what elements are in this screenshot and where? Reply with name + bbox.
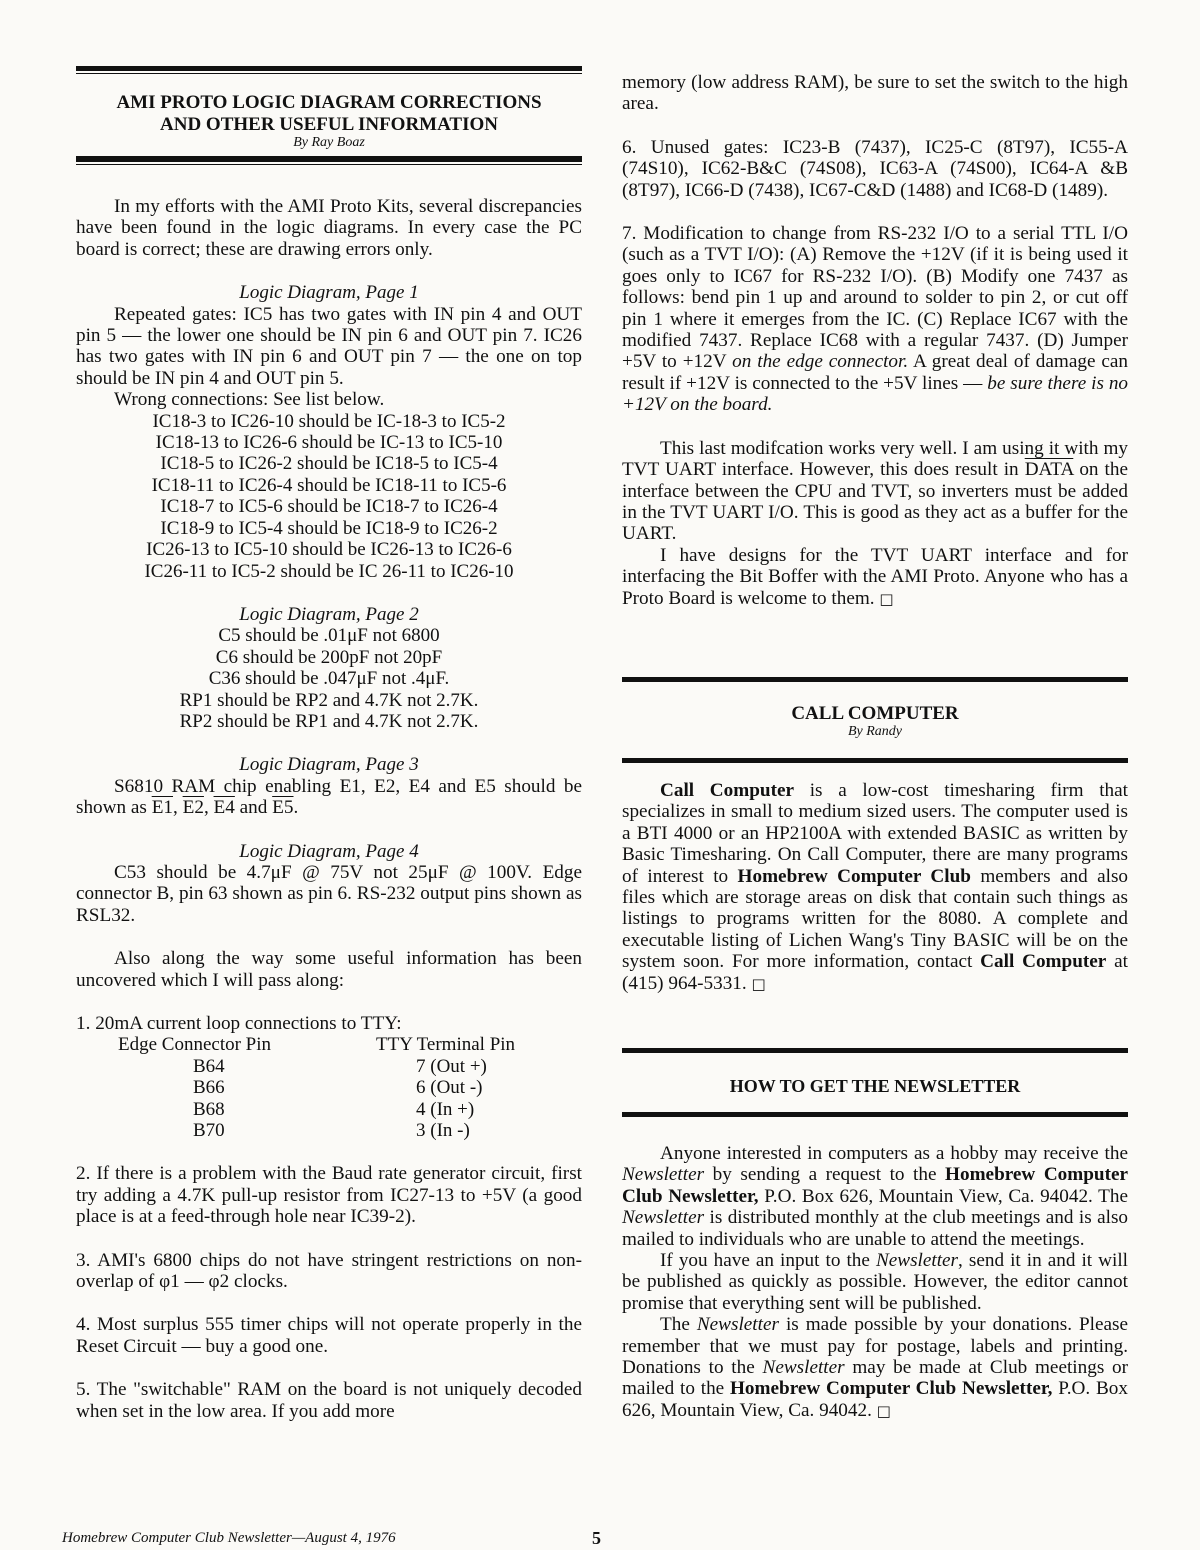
wrong-connections-label: Wrong connections: See list below.: [114, 389, 385, 411]
article-byline: By Ray Boaz: [293, 135, 365, 150]
newsletter-paragraph-3: [622, 1314, 1128, 1422]
table-cell: 7 (Out +): [416, 1055, 487, 1077]
item-6: 6. Unused gates: IC23-B (7437), IC25-C (8T97), IC55-A (74S10), IC62-B&C (74S08), IC63-A (74S00), IC64-A &B (8T97), IC66-D (7438), IC67-C&D (1488) and IC68-D (1489).: [622, 136, 1128, 201]
table-cell: 4 (In +): [416, 1098, 475, 1120]
footer-text: Homebrew Computer Club Newsletter—August 4, 1976: [62, 1530, 396, 1546]
e4-bar: E4: [213, 797, 235, 819]
table-row: [76, 1077, 582, 1098]
designs-text: I have designs for the TVT UART interface and for interfacing the Bit Boffer with the AMI Proto. Anyone who has a Proto Board is welcome to them.: [622, 544, 1128, 609]
page4-paragraph: C53 should be 4.7μF @ 75V not 25μF @ 100V. Edge connector B, pin 63 shown as pin 6. RS-232 output pins shown as RSL32.: [76, 861, 582, 926]
call-computer-byline: By Randy: [847, 724, 903, 739]
newsletter-emphasis: Newsletter: [875, 1250, 959, 1272]
news-text: P.O. Box 626, Mountain View, Ca. 94042.: [622, 1378, 1128, 1421]
tty-table: [76, 1034, 582, 1141]
newsletter-emphasis: Newsletter: [622, 1207, 705, 1229]
item-2: 2. If there is a problem with the Baud rate generator circuit, first try adding a 4.7K pull-up resistor from IC27-13 to +5V (a good place is at a feed-through hole near IC39-2).: [76, 1163, 582, 1228]
item-7-text: 7. Modification to change from RS-232 I/O to a serial TTL I/O (such as a TVT I/O): (A) Remove the +12V (if it is being used it goes only to IC67 for RS-232 I/O). (B) Modify one 7437 as follows: bend pin 1 up and around to solder to pin 2, or cut off pin 1 where it emerges from the IC. (C) Replace IC67 with the modified 7437. Replace IC68 with a regular 7437. (D) Jumper +5V to +12V: [622, 223, 1128, 373]
table-row: [76, 1099, 582, 1120]
newsletter-emphasis: Newsletter: [762, 1357, 845, 1379]
call-computer-title: CALL COMPUTER: [791, 703, 959, 724]
news-text: If you have an input to the: [660, 1250, 870, 1272]
page3-sep: ,: [203, 797, 209, 819]
call-text-3: at (415) 964-5331.: [622, 951, 1128, 994]
call-rule-top: [622, 677, 1128, 682]
last-text: This last modifcation works very well. I am using it with my TVT UART interface. However, this does result in: [622, 437, 1128, 481]
connection-item: IC18-9 to IC5-4 should be IC18-9 to IC26-2: [160, 517, 498, 539]
newsletter-paragraph-1: [622, 1143, 1128, 1250]
table-cell: 3 (In -): [416, 1120, 470, 1142]
newsletter-body: [622, 1143, 1128, 1422]
news-text: is distributed monthly at the club meetings and is also mailed to individuals who are unable to attend the meetings.: [622, 1207, 1129, 1250]
call-text-2: members and also files which are storage areas on disk that contain such things as listings to programs written for the 8080. A complete and executable listing of Lichen Wang's Tiny BASIC will be on the system soon. For more information, contact: [622, 865, 1129, 973]
last-text-2: on the interface between the CPU and TVT, so inverters must be added in the TVT UART I/O. This is good as they act as a buffer for the UART.: [622, 459, 1128, 545]
table-cell: B66: [193, 1077, 225, 1099]
newsletter-paragraph-2: [622, 1250, 1128, 1314]
tty-table-header: [76, 1034, 582, 1055]
item-1-title: 1. 20mA current loop connections to TTY:: [76, 1013, 402, 1034]
connection-item: IC18-13 to IC26-6 should be IC-13 to IC5-10: [155, 432, 503, 454]
top-rule-thin: [76, 73, 582, 74]
tty-col-terminal: TTY Terminal Pin: [376, 1034, 516, 1056]
connection-item: IC26-11 to IC5-2 should be IC 26-11 to IC26-10: [144, 560, 514, 582]
also-paragraph: Also along the way some useful information has been uncovered which I will pass along:: [76, 948, 582, 991]
news-text: may be made at Club meetings or mailed to the: [622, 1357, 1129, 1400]
item-7-emphasis: on the edge connector.: [732, 351, 909, 373]
page3-sep: ,: [173, 797, 178, 819]
newsletter-title: HOW TO GET THE NEWSLETTER: [729, 1076, 1021, 1096]
e2-bar: E2: [182, 797, 204, 819]
call-computer-body: [622, 780, 1128, 995]
last-modification-paragraph: [622, 438, 1128, 545]
tty-col-edge: Edge Connector Pin: [118, 1034, 272, 1056]
page-number: 5: [592, 1528, 601, 1548]
table-row: [76, 1120, 582, 1141]
article-title-line-1: AMI PROTO LOGIC DIAGRAM CORRECTIONS: [116, 92, 542, 113]
page1-heading: Logic Diagram, Page 1: [239, 282, 419, 304]
page4-heading: Logic Diagram, Page 4: [239, 840, 419, 862]
article-title-line-2: AND OTHER USEFUL INFORMATION: [160, 114, 498, 135]
page3-paragraph: [76, 776, 582, 819]
title-rule-thin: [76, 164, 582, 165]
article-body: [76, 196, 582, 1422]
newsletter-address-bold: Homebrew Computer Club Newsletter,: [730, 1378, 1053, 1400]
page2-line: RP1 should be RP2 and 4.7K not 2.7K.: [179, 689, 479, 711]
data-bar: DATA: [1024, 459, 1074, 481]
item-4: 4. Most surplus 555 timer chips will not operate properly in the Reset Circuit — buy a good one.: [76, 1314, 582, 1357]
connection-item: IC18-5 to IC26-2 should be IC18-5 to IC5-4: [160, 453, 498, 475]
item-5: 5. The "switchable" RAM on the board is not uniquely decoded when set in the low area. If you add more: [76, 1379, 582, 1422]
end-mark-icon: □: [876, 1401, 891, 1420]
item-7: [622, 223, 1128, 416]
table-cell: B68: [193, 1098, 225, 1120]
table-cell: 6 (Out -): [416, 1077, 483, 1099]
page2-line: C5 should be .01μF not 6800: [218, 625, 440, 647]
newsletter-address-bold: Homebrew Computer Club Newsletter,: [622, 1164, 1129, 1207]
news-rule-bottom: [622, 1112, 1128, 1117]
page3-and: and: [239, 797, 268, 819]
table-row: [76, 1056, 582, 1077]
call-computer-paragraph: [622, 780, 1128, 995]
news-text: is made possible by your donations. Please remember that we must pay for postage, labels and printing. Donations to the: [622, 1314, 1129, 1379]
page2-line: C6 should be 200pF not 20pF: [215, 646, 443, 668]
e5-bar: E5: [272, 797, 294, 819]
homebrew-club-bold: Homebrew Computer Club: [737, 865, 971, 887]
item-7-text-2: A great deal of damage can result if +12V is connected to the +5V lines —: [622, 351, 1129, 394]
repeated-gates-paragraph: Repeated gates: IC5 has two gates with IN pin 4 and OUT pin 5 — the lower one should be IN pin 6 and OUT pin 7. IC26 has two gates with IN pin 6 and OUT pin 7 — the one on top should be IN pin 4 and OUT pin 5.: [76, 303, 582, 389]
intro-paragraph: In my efforts with the AMI Proto Kits, several discrepancies have been found in the logic diagrams. In every case the PC board is correct; these are drawing errors only.: [76, 196, 582, 260]
call-text-1: is a low-cost timesharing firm that specializes in small to medium sized users. The computer used is a BTI 4000 or an HP2100A with extended BASIC as written by Basic Timesharing. On Call Computer, there are many programs of interest to: [622, 780, 1128, 887]
newsletter-emphasis: Newsletter: [696, 1314, 779, 1336]
designs-paragraph: [622, 545, 1128, 610]
page3-heading: Logic Diagram, Page 3: [239, 754, 419, 776]
connection-item: IC26-13 to IC5-10 should be IC26-13 to IC26-6: [146, 539, 512, 561]
top-rule: [76, 66, 582, 71]
right-top-text: [622, 72, 1128, 610]
page2-line: RP2 should be RP1 and 4.7K not 2.7K.: [179, 710, 479, 732]
page3-text: S6810 RAM chip enabling E1, E2, E4 and E5 should be shown as: [76, 775, 582, 819]
news-text: P.O. Box 626, Mountain View, Ca. 94042. The: [764, 1185, 1128, 1207]
news-text: Anyone interested in computers as a hobby may receive the: [660, 1143, 1128, 1164]
item-3: 3. AMI's 6800 chips do not have stringent restrictions on non-overlap of φ1 — φ2 clocks.: [76, 1249, 582, 1293]
news-text: by sending a request to the: [712, 1164, 937, 1186]
call-rule-bottom: [622, 758, 1128, 763]
title-rule: [76, 156, 582, 162]
page2-heading: Logic Diagram, Page 2: [239, 603, 419, 625]
connection-item: IC18-11 to IC26-4 should be IC18-11 to IC5-6: [151, 474, 507, 496]
connections-list: [76, 411, 582, 582]
e1-bar: E1: [151, 797, 174, 819]
end-mark-icon: □: [751, 974, 766, 993]
connection-item: IC18-7 to IC5-6 should be IC18-7 to IC26-4: [160, 496, 498, 518]
end-mark-icon: □: [879, 589, 894, 608]
call-computer-bold-2: Call Computer: [980, 951, 1107, 973]
news-rule-top: [622, 1048, 1128, 1053]
connection-item: IC18-3 to IC26-10 should be IC-18-3 to IC5-2: [152, 410, 506, 432]
page3-end: .: [293, 797, 299, 819]
news-text: The: [660, 1314, 690, 1336]
news-text: , send it in and it will be published as quickly as possible. However, the editor cannot promise that everything sent will be published.: [622, 1250, 1129, 1314]
call-computer-bold: Call Computer: [660, 780, 795, 801]
page2-line: C36 should be .047μF not .4μF.: [208, 668, 450, 690]
item-7-emphasis-2: be sure there is no +12V on the board.: [622, 372, 1129, 416]
table-cell: B64: [193, 1055, 225, 1077]
memory-continuation: memory (low address RAM), be sure to set the switch to the high area.: [622, 72, 1128, 115]
newsletter-emphasis: Newsletter: [622, 1164, 705, 1186]
table-cell: B70: [193, 1120, 225, 1142]
